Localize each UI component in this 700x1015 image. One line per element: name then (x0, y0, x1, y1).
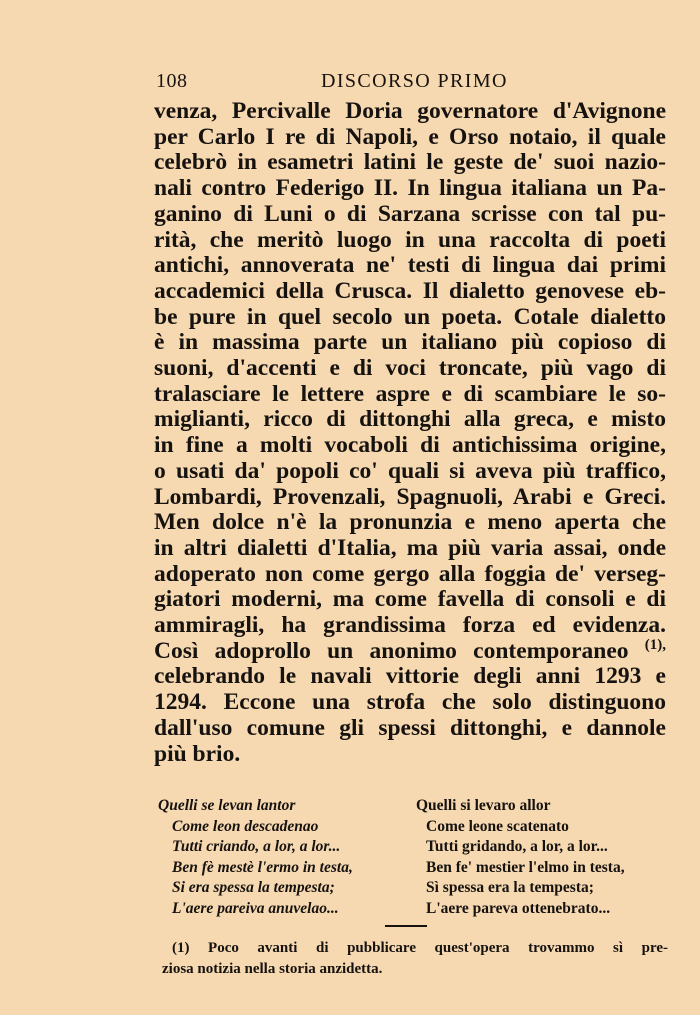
body-line: nali contro Federigo II. In lingua italiana un Pa- (154, 176, 666, 202)
body-line-with-note (154, 639, 666, 665)
footnote (162, 938, 668, 980)
italian-verses (416, 796, 676, 920)
body-line: 1294. Eccone una strofa che solo distinguono (154, 690, 666, 716)
running-head (150, 70, 670, 98)
body-line: Men dolce n'è la pronunzia e meno aperta che (154, 510, 666, 536)
page-number: 108 (156, 70, 188, 92)
body-line: antichi, annoverata ne' testi di lingua dai primi (154, 253, 666, 279)
body-line: be pure in quel secolo un poeta. Cotale dialetto (154, 304, 666, 330)
verse-line: L'aere pareva ottenebrato... (426, 899, 611, 917)
verse-line: Tutti criando, a lor, a lor... (172, 838, 341, 856)
body-line: in altri dialetti d'Italia, ma più varia assai, onde (154, 535, 666, 561)
footnote-marker: (1), (644, 638, 666, 653)
body-line: più brio. (154, 741, 241, 767)
body-line: ammiragli, ha grandissima forza ed evidenza. (154, 613, 666, 639)
genoese-verses (158, 796, 413, 920)
verse-line: Tutti gridando, a lor, a lor... (426, 838, 608, 856)
footnote-line: ziosa notizia nella storia anzidetta. (162, 961, 383, 977)
body-line: celebrando le navali vittorie degli anni 1293 e (154, 664, 666, 690)
body-line: dall'uso comune gli spessi dittonghi, e dannole (154, 715, 666, 741)
body-line: venza, Percivalle Doria governatore d'Avignone (154, 99, 666, 124)
verse-comparison (158, 796, 670, 921)
body-line: giatori moderni, ma come favella di consoli e di (154, 587, 666, 613)
body-line: rità, che meritò luogo in una raccolta di poeti (154, 227, 666, 253)
verse-line: Ben fè mestè l'ermo in testa, (172, 858, 353, 876)
body-line: o usati da' popoli co' quali si aveva più traffico, (154, 458, 666, 484)
body-line: celebrò in esametri latini le geste de' suoi nazio- (154, 150, 666, 176)
body-line: suoni, d'accenti e di voci troncate, più vago di (154, 356, 666, 382)
body-line: adoperato non come gergo alla foggia de' verseg- (154, 561, 666, 587)
body-line-text: Così adoprollo un anonimo contemporaneo (154, 638, 629, 664)
body-line: per Carlo I re di Napoli, e Orso notaio, il quale (154, 124, 666, 150)
verse-line: Quelli se levan lantor (158, 797, 296, 814)
body-line: in fine a molti vocaboli di antichissima origine, (154, 433, 666, 459)
body-line: tralasciare le lettere aspre e di scambiare le so- (154, 381, 666, 407)
verse-line: Si era spessa la tempesta; (172, 879, 335, 897)
body-text (154, 99, 666, 767)
verse-line: Come leon descadenao (172, 817, 319, 835)
body-line: accademici della Crusca. Il dialetto genovese eb- (154, 278, 666, 304)
footnote-line: (1) Poco avanti di pubblicare quest'opera trovammo sì pre- (172, 940, 668, 956)
verse-line: L'aere pareiva anuvelao... (172, 899, 339, 917)
footnote-separator (385, 925, 427, 927)
verse-line: Sì spessa era la tempesta; (426, 879, 594, 897)
verse-line: Come leone scatenato (426, 817, 569, 835)
body-line: miglianti, ricco di dittonghi alla greca, e misto (154, 407, 666, 433)
body-line: ganino di Luni o di Sarzana scrisse con tal pu- (154, 201, 666, 227)
verse-line: Quelli si levaro allor (416, 797, 551, 814)
body-line: è in massima parte un italiano più copioso di (154, 330, 666, 356)
body-line: Lombardi, Provenzali, Spagnuoli, Arabi e Greci. (154, 484, 666, 510)
running-title: DISCORSO PRIMO (321, 70, 508, 92)
verse-line: Ben fe' mestier l'elmo in testa, (426, 858, 625, 876)
